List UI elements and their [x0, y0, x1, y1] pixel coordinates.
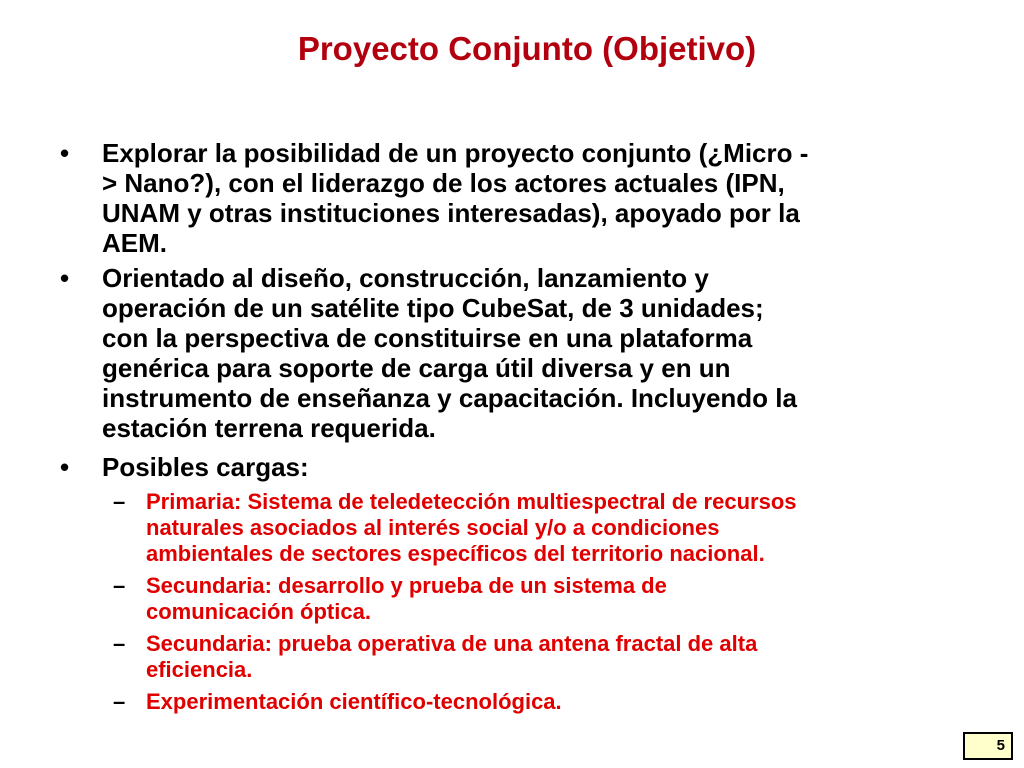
sub-line: Secundaria: desarrollo y prueba de un sistema de	[146, 573, 667, 598]
sub-marker: –	[113, 489, 126, 514]
sub-text	[146, 631, 966, 683]
bullet-line: operación de un satélite tipo CubeSat, de 3 unidades;	[102, 293, 764, 323]
slide-title: Proyecto Conjunto (Objetivo)	[297, 30, 757, 67]
sub-marker: –	[113, 689, 126, 714]
page-number-box	[963, 732, 1013, 760]
sub-line: eficiencia.	[146, 657, 253, 682]
bullet-line: AEM.	[102, 228, 167, 258]
sub-marker: –	[113, 631, 126, 656]
bullet-line: instrumento de enseñanza y capacitación. Incluyendo la	[102, 383, 797, 413]
bullet-text	[102, 138, 962, 258]
bullet-line: Explorar la posibilidad de un proyecto conjunto (¿Micro -	[102, 138, 809, 168]
bullet-line: genérica para soporte de carga útil diversa y en un	[102, 353, 731, 383]
bullet-line: Orientado al diseño, construcción, lanzamiento y	[102, 263, 709, 293]
sub-line: Experimentación científico-tecnológica.	[146, 689, 562, 714]
sub-line: Primaria: Sistema de teledetección multiespectral de recursos	[146, 489, 797, 514]
sub-line: naturales asociados al interés social y/o a condiciones	[146, 515, 720, 540]
sub-text	[146, 689, 966, 715]
sub-line: comunicación óptica.	[146, 599, 371, 624]
sub-marker: –	[113, 573, 126, 598]
sub-text	[146, 573, 966, 625]
bullet-line: UNAM y otras instituciones interesadas), apoyado por la	[102, 198, 800, 228]
page-number: 5	[996, 737, 1005, 754]
bullet-marker: •	[60, 138, 70, 168]
bullet-text	[102, 263, 962, 443]
bullet-line: > Nano?), con el liderazgo de los actores actuales (IPN,	[102, 168, 785, 198]
bullet-marker: •	[60, 263, 70, 293]
bullet-marker: •	[60, 452, 70, 482]
sub-line: ambientales de sectores específicos del territorio nacional.	[146, 541, 765, 566]
bullet-line: con la perspectiva de constituirse en una plataforma	[102, 323, 753, 353]
bullet-text	[102, 452, 962, 482]
sub-line: Secundaria: prueba operativa de una antena fractal de alta	[146, 631, 758, 656]
bullet-line: estación terrena requerida.	[102, 413, 436, 443]
bullet-line: Posibles cargas:	[102, 452, 309, 482]
sub-text	[146, 489, 966, 567]
